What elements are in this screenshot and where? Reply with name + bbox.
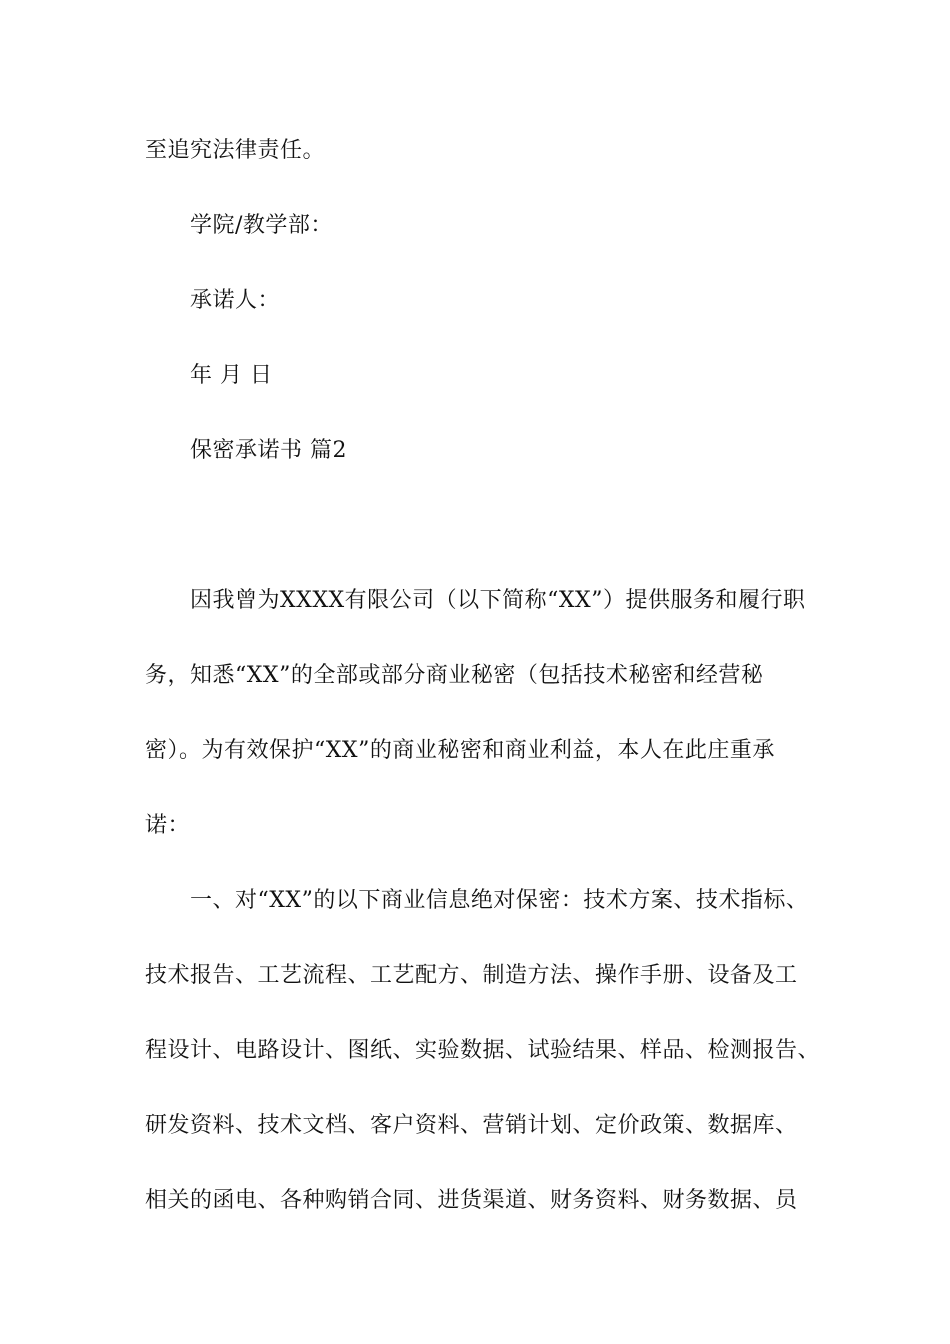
paragraph-line: 相关的函电、各种购销合同、进货渠道、财务资料、财务数据、员 xyxy=(145,1188,798,1213)
paragraph-line: 研发资料、技术文档、客户资料、营销计划、定价政策、数据库、 xyxy=(145,1113,798,1138)
paragraph-line: 因我曾为XXXX有限公司（以下简称“XX”）提供服务和履行职 xyxy=(190,588,806,613)
paragraph-line: 密）。为有效保护“XX”的商业秘密和商业利益，本人在此庄重承 xyxy=(145,738,775,763)
paragraph-line: 诺： xyxy=(145,813,191,838)
text-line: 至追究法律责任。 xyxy=(145,138,326,163)
promisor-label: 承诺人： xyxy=(190,288,281,313)
paragraph-line: 技术报告、工艺流程、工艺配方、制造方法、操作手册、设备及工 xyxy=(145,963,798,988)
paragraph-line: 程设计、电路设计、图纸、实验数据、试验结果、样品、检测报告、 xyxy=(145,1038,821,1063)
paragraph-line: 一、对“XX”的以下商业信息绝对保密：技术方案、技术指标、 xyxy=(190,888,809,913)
paragraph-line: 务，知悉“XX”的全部或部分商业秘密（包括技术秘密和经营秘 xyxy=(145,663,764,688)
date-line: 年 月 日 xyxy=(190,363,273,388)
section-heading: 保密承诺书 篇2 xyxy=(190,438,347,463)
college-department-label: 学院/教学部： xyxy=(190,213,333,238)
